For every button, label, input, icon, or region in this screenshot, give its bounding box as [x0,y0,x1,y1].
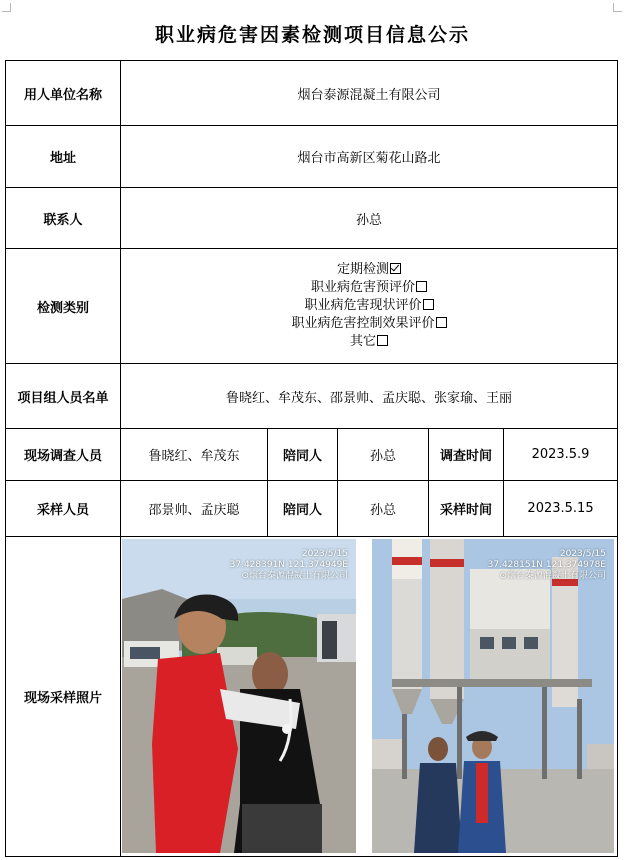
empty-checkbox-icon [436,317,447,328]
category-option-label: 职业病危害控制效果评价 [291,316,435,331]
photo-1-stamp-coords: 37.428391N 121.374949E [229,559,348,570]
sampling-photo-2 [372,539,614,853]
survey-value: 鲁晓红、牟茂东 [121,429,268,481]
survey-time-label: 调查时间 [429,429,504,481]
category-option-label: 其它 [350,334,377,349]
survey-time-value: 2023.5.9 [504,429,618,481]
sampling-value: 邵景帅、孟庆聪 [121,481,268,537]
team-value: 鲁晓红、牟茂东、邵景帅、孟庆聪、张家瑜、王丽 [121,364,618,429]
category-options [121,249,618,364]
photo-2-stamp-date: 2023/5/15 [559,548,606,559]
category-option-other [121,333,617,351]
category-option-control-assessment [121,315,617,333]
employer-label: 用人单位名称 [6,61,121,126]
photo-1-stamp [230,549,348,582]
category-option-status-assessment [121,297,617,315]
address-label: 地址 [6,126,121,188]
employer-value: 烟台泰源混凝土有限公司 [121,61,618,126]
sampling-accompany-value: 孙总 [338,481,429,537]
photos-cell [121,537,618,857]
contact-label: 联系人 [6,188,121,249]
page-title: 职业病危害因素检测项目信息公示 [154,24,470,46]
address-value: 烟台市高新区菊花山路北 [121,126,618,188]
photo-1-stamp-date: 2023/5/15 [301,548,348,559]
contact-value: 孙总 [121,188,618,249]
category-option-label: 职业病危害预评价 [311,280,416,295]
sampling-time-value: 2023.5.15 [504,481,618,537]
sampling-time-label: 采样时间 [429,481,504,537]
info-table [5,60,618,857]
page-corner-mark-right [613,3,622,12]
sampling-photo-1 [122,539,356,853]
empty-checkbox-icon [423,299,434,310]
survey-accompany-value: 孙总 [338,429,429,481]
photo-2-stamp-place: ⊙烟台泰源混凝土有限公司 [499,570,606,581]
empty-checkbox-icon [377,335,388,346]
survey-accompany-label: 陪同人 [268,429,338,481]
survey-label: 现场调查人员 [6,429,121,481]
category-option-label: 定期检测 [337,262,390,277]
checked-checkbox-icon [390,263,401,274]
category-option-label: 职业病危害现状评价 [304,298,422,313]
photo-2-stamp-coords: 37.428151N 121.374978E [487,559,606,570]
category-option-periodic [121,261,617,279]
category-option-pre-assessment [121,279,617,297]
category-label: 检测类别 [6,249,121,364]
photos-label: 现场采样照片 [6,537,121,857]
sampling-photo-1-image [122,539,356,853]
sampling-accompany-label: 陪同人 [268,481,338,537]
photo-2-stamp [488,549,606,582]
sampling-label: 采样人员 [6,481,121,537]
sampling-photo-2-image [372,539,614,853]
page-corner-mark-left [2,3,11,12]
team-label: 项目组人员名单 [6,364,121,429]
empty-checkbox-icon [416,281,427,292]
photo-1-stamp-place: ⊙烟台泰源混凝土有限公司 [241,570,348,581]
